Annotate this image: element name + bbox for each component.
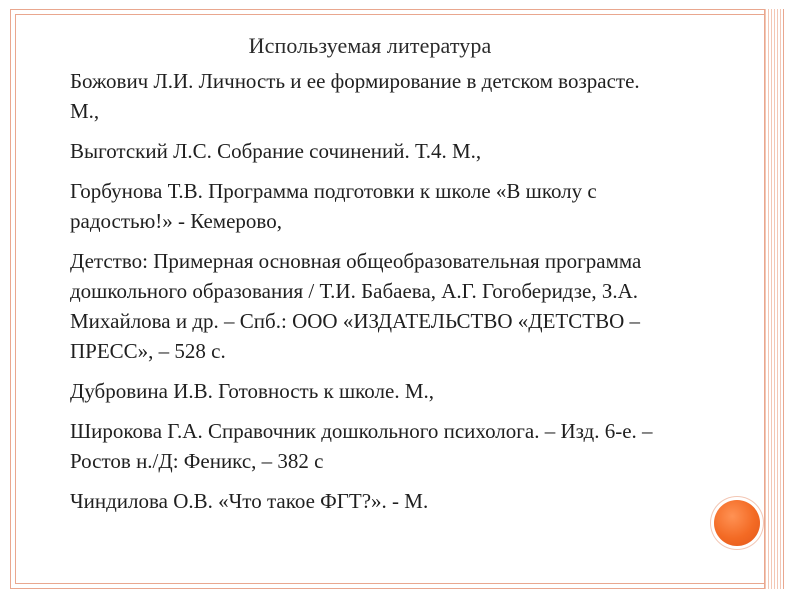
decorative-circle-icon	[714, 500, 760, 546]
reference-text: Божович Л.И. Личность и ее формирование в детском возрасте. М.,	[70, 69, 640, 123]
reference-text: Широкова Г.А. Справочник дошкольного психолога. – Изд. 6-е. – Ростов н./Д: Феникс, – 382 с	[70, 419, 653, 473]
reference-text: Горбунова Т.В. Программа подготовки к школе «В школу с радостью!» - Кемерово,	[70, 179, 597, 233]
reference-item	[42, 136, 662, 166]
reference-text: Дубровина И.В. Готовность к школе. М.,	[70, 379, 434, 403]
reference-text: Детство: Примерная основная общеобразовательная программа дошкольного образования / Т.И. Бабаева, А.Г. Гогоберидзе, З.А. Михайлова и др. – Спб.: ООО «ИЗДАТЕЛЬСТВО «ДЕТСТВО – ПРЕСС», – 528 с.	[70, 249, 642, 363]
reference-list	[42, 66, 662, 526]
decorative-side-bar	[764, 9, 784, 589]
reference-item	[42, 486, 662, 516]
reference-item	[42, 246, 662, 366]
reference-item	[42, 416, 662, 476]
reference-item	[42, 376, 662, 406]
reference-text: Чиндилова О.В. «Что такое ФГТ?». - М.	[70, 489, 429, 513]
reference-item	[42, 176, 662, 236]
reference-item	[42, 66, 662, 126]
reference-text: Выготский Л.С. Собрание сочинений. Т.4. М.,	[70, 139, 482, 163]
slide-title: Используемая литература	[248, 33, 492, 58]
